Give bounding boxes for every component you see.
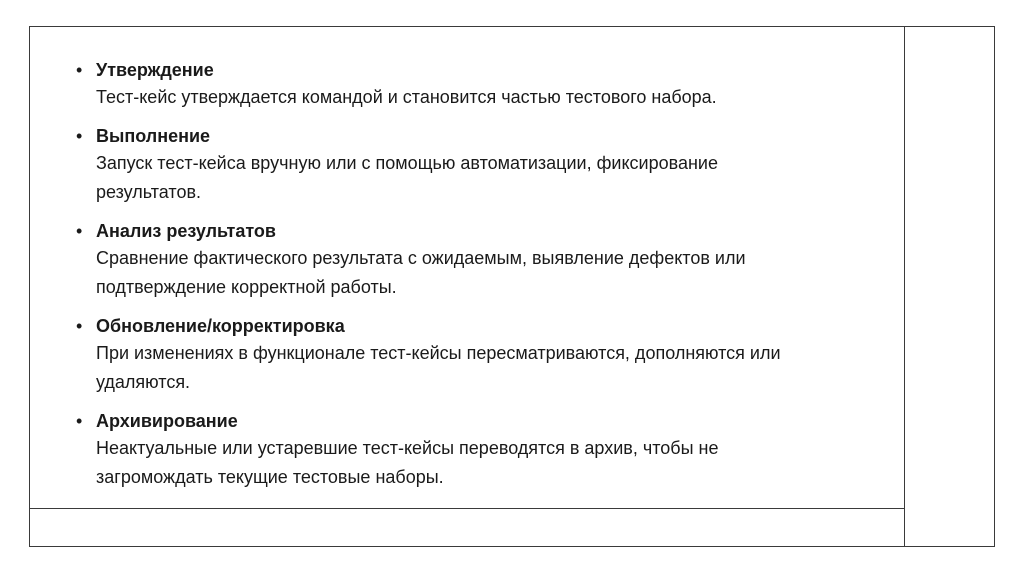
- item-title: Утверждение: [96, 60, 214, 80]
- list-item-approval: [76, 57, 876, 112]
- item-text: Сравнение фактического результата с ожидаемым, выявление дефектов или подтверждение корректной работы.: [96, 248, 746, 297]
- item-title: Обновление/корректировка: [96, 316, 345, 336]
- list-item-execution: [76, 123, 876, 207]
- item-text: Запуск тест-кейса вручную или с помощью автоматизации, фиксирование результатов.: [96, 153, 718, 202]
- bullet-icon: •: [76, 126, 83, 146]
- list-item-results-analysis: [76, 218, 876, 302]
- bullet-icon: •: [76, 60, 83, 80]
- item-title: Анализ результатов: [96, 221, 276, 241]
- horizontal-divider: [29, 508, 905, 509]
- bullet-icon: •: [76, 411, 83, 431]
- bullet-icon: •: [76, 316, 83, 336]
- item-title: Архивирование: [96, 411, 238, 431]
- list-item-archiving: [76, 408, 876, 492]
- vertical-divider: [904, 26, 905, 547]
- item-text: При изменениях в функционале тест-кейсы пересматриваются, дополняются или удаляются.: [96, 343, 781, 392]
- list-item-update: [76, 313, 876, 397]
- bullet-icon: •: [76, 221, 83, 241]
- bullet-list: [76, 57, 876, 503]
- item-title: Выполнение: [96, 126, 211, 146]
- item-text: Тест-кейс утверждается командой и становится частью тестового набора.: [96, 87, 717, 107]
- item-text: Неактуальные или устаревшие тест-кейсы переводятся в архив, чтобы не загромождать текущие тестовые наборы.: [96, 438, 719, 487]
